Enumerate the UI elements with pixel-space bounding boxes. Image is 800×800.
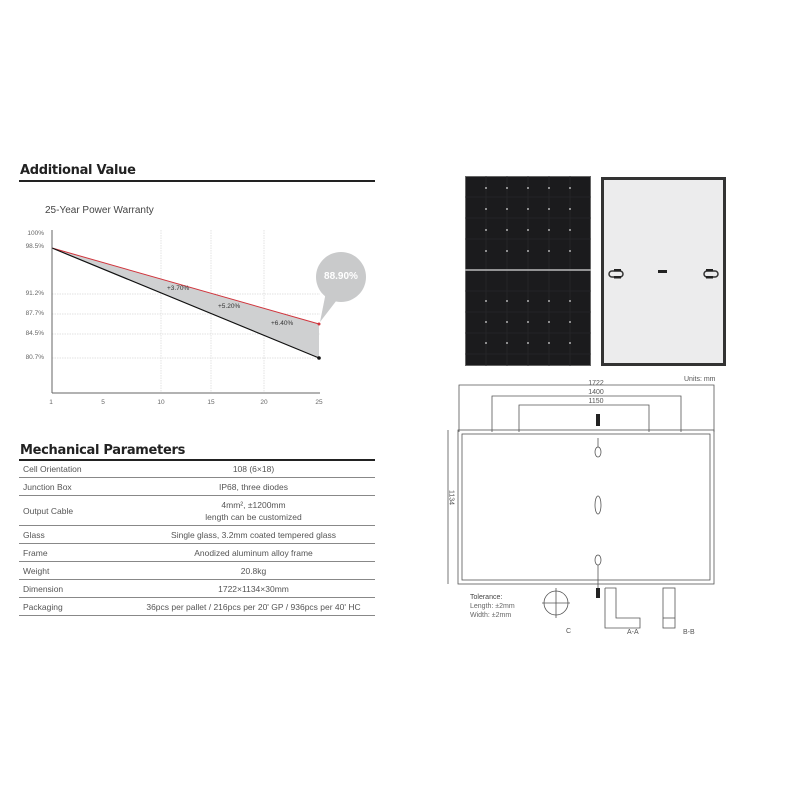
section-title-additional-value: Additional Value: [20, 163, 136, 178]
tolerance-note: [470, 593, 515, 620]
x-tick: 15: [207, 399, 215, 406]
final-value-bubble: 88.90%: [316, 252, 366, 302]
table-row: [19, 460, 375, 478]
y-tick: 80.7%: [25, 354, 44, 361]
x-tick: 10: [157, 399, 165, 406]
param-value: 1722×1134×30mm: [132, 580, 375, 598]
section-label-bb: B-B: [683, 629, 695, 636]
param-label: Cell Orientation: [19, 460, 132, 478]
y-tick: 84.5%: [25, 330, 44, 337]
param-value: IP68, three diodes: [132, 478, 375, 496]
param-label: Packaging: [19, 598, 132, 616]
param-value-line2: length can be customized: [205, 511, 302, 522]
table-row: [19, 526, 375, 544]
param-value: Single glass, 3.2mm coated tempered glass: [132, 526, 375, 544]
tolerance-width: Width: ±2mm: [470, 612, 512, 619]
panel-front-image: [465, 176, 591, 366]
param-label: Weight: [19, 562, 132, 580]
section-title-mechanical: Mechanical Parameters: [20, 443, 186, 458]
table-row: [19, 544, 375, 562]
dim-mount-1400: 1400: [588, 389, 604, 396]
param-label: Junction Box: [19, 478, 132, 496]
param-value: Anodized aluminum alloy frame: [132, 544, 375, 562]
mechanical-params-table: [19, 460, 375, 616]
chart-plot: [0, 0, 400, 420]
dim-length: 1722: [588, 380, 604, 387]
param-value-line1: 4mm², ±1200mm: [221, 499, 286, 510]
y-tick: 91.2%: [25, 290, 44, 297]
param-value: 108 (6×18): [132, 460, 375, 478]
param-label: Glass: [19, 526, 132, 544]
table-row: [19, 580, 375, 598]
y-tick: 98.5%: [25, 243, 44, 250]
x-tick: 5: [101, 399, 105, 406]
gain-label-20y: +6.40%: [271, 320, 294, 327]
x-tick: 20: [260, 399, 268, 406]
gain-label-10y: +3.70%: [167, 285, 190, 292]
gain-label-15y: +5.20%: [218, 303, 241, 310]
x-tick: 25: [315, 399, 323, 406]
table-row: [19, 598, 375, 616]
y-tick: 87.7%: [25, 310, 44, 317]
dim-mount-1150: 1150: [588, 398, 604, 405]
x-tick: 1: [49, 399, 53, 406]
panel-back-image: [601, 177, 726, 366]
table-row: [19, 496, 375, 526]
section-label-aa: A-A: [627, 629, 639, 636]
chart-title: 25-Year Power Warranty: [45, 205, 154, 216]
param-label: Output Cable: [19, 496, 132, 526]
tolerance-title: Tolerance:: [470, 594, 503, 601]
section-label-c: C: [566, 628, 572, 635]
table-row: [19, 562, 375, 580]
table-row: [19, 478, 375, 496]
param-value: 20.8kg: [132, 562, 375, 580]
y-tick: 100%: [27, 230, 44, 237]
param-label: Dimension: [19, 580, 132, 598]
dim-width: 1134: [447, 489, 455, 506]
tolerance-length: Length: ±2mm: [470, 603, 515, 610]
param-value: [132, 496, 375, 526]
units-label: Units: mm: [684, 376, 716, 383]
param-value: 36pcs per pallet / 216pcs per 20' GP / 936pcs per 40' HC: [132, 598, 375, 616]
param-label: Frame: [19, 544, 132, 562]
